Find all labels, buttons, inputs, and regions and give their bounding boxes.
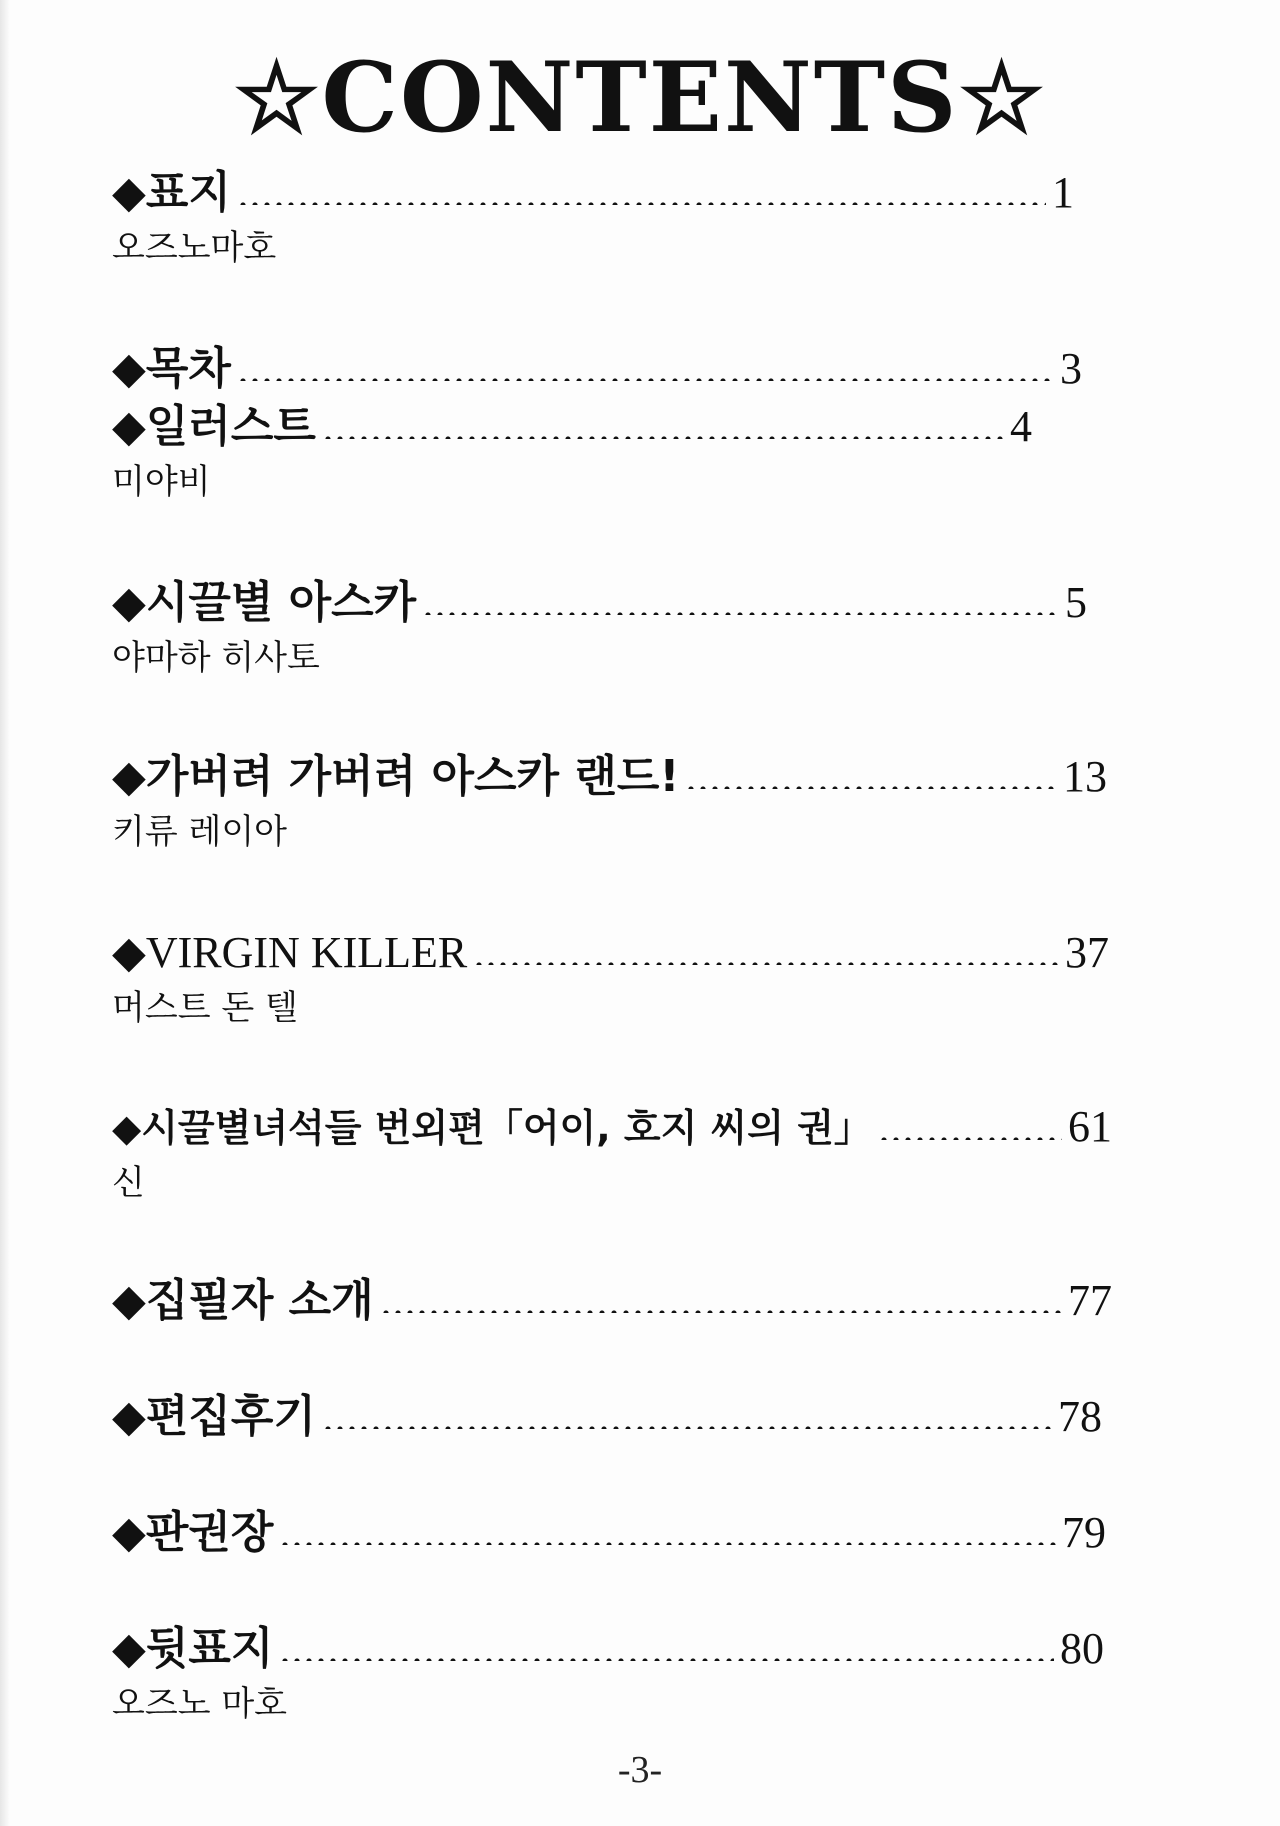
toc-entry-line (112, 748, 1107, 806)
toc-entry-line (112, 340, 1082, 398)
page-edge-shadow (0, 0, 10, 1826)
toc-entry-back-cover (112, 1620, 1104, 1728)
toc-entry-page: 61 (1068, 1102, 1112, 1151)
toc-entry-title: ◆뒷표지 (112, 1623, 274, 1674)
toc-entry-line (112, 1098, 1112, 1157)
toc-entry-illustration (112, 398, 1032, 506)
toc-entry-title: ◆목차 (112, 343, 231, 394)
toc-entry-author: 오즈노 마호 (112, 1684, 288, 1724)
dot-leader (422, 591, 1059, 615)
toc-entry-page: 80 (1060, 1624, 1104, 1673)
toc-entry-contents (112, 340, 1082, 398)
toc-entry-title: ◆편집후기 (112, 1391, 316, 1442)
dot-leader (685, 765, 1057, 789)
page-title: ☆CONTENTS☆ (233, 41, 1047, 154)
toc-entry-author: 미야비 (112, 462, 211, 502)
toc-entry-title: ◆시끌별녀석들 번외편「어이, 호지 씨의 권」 (112, 1106, 872, 1150)
toc-entry-contributors (112, 1272, 1112, 1330)
toc-entry-title: ◆일러스트 (112, 401, 316, 452)
toc-entry-page: 79 (1062, 1508, 1106, 1557)
toc-entry-page: 5 (1065, 578, 1087, 627)
toc-entry-title: ◆VIRGIN KILLER (112, 928, 468, 977)
toc-entry-line (112, 1272, 1112, 1330)
toc-entry-page: 3 (1060, 344, 1082, 393)
toc-entry-page: 77 (1068, 1276, 1112, 1325)
toc-entry-story-4 (112, 1098, 1112, 1207)
toc-entry-colophon (112, 1504, 1106, 1562)
dot-leader (473, 941, 1059, 965)
dot-leader (279, 1637, 1054, 1661)
toc-entry-page: 37 (1065, 928, 1109, 977)
toc-entry-author: 신 (112, 1163, 145, 1203)
toc-entry-title: ◆표지 (112, 167, 231, 218)
toc-entry-line (112, 574, 1087, 632)
toc-entry-line (112, 398, 1032, 456)
toc-entry-title: ◆집필자 소개 (112, 1275, 374, 1326)
toc-entry-line (112, 924, 1109, 982)
dot-leader (878, 1116, 1062, 1140)
toc-entry-story-2 (112, 748, 1107, 856)
toc-entry-author: 키류 레이아 (112, 812, 288, 852)
toc-entry-story-1 (112, 574, 1087, 682)
toc-entry-author: 오즈노마호 (112, 228, 277, 268)
toc-entry-page: 1 (1052, 168, 1074, 217)
toc-entry-page: 13 (1063, 752, 1107, 801)
page-number: -3- (617, 1749, 663, 1791)
toc-entry-line (112, 1388, 1102, 1446)
toc-entry-page: 4 (1010, 402, 1032, 451)
dot-leader (322, 1405, 1052, 1429)
toc-entry-story-3 (112, 924, 1109, 1032)
toc-entry-line (112, 1620, 1104, 1678)
toc-entry-title: ◆판권장 (112, 1507, 274, 1558)
toc-entry-title: ◆시끌별 아스카 (112, 577, 417, 628)
toc-entry-author: 야마하 히사토 (112, 638, 320, 678)
toc-entry-author: 머스트 돈 텔 (112, 988, 298, 1028)
dot-leader (322, 415, 1004, 439)
toc-entry-page: 78 (1058, 1392, 1102, 1441)
toc-entry-line (112, 164, 1074, 222)
dot-leader (237, 357, 1054, 381)
toc-entry-afterword (112, 1388, 1102, 1446)
toc-entry-title: ◆가버려 가버려 아스카 랜드! (112, 751, 680, 802)
toc-entry-cover (112, 164, 1074, 272)
toc-entry-line (112, 1504, 1106, 1562)
dot-leader (279, 1521, 1056, 1545)
dot-leader (237, 181, 1046, 205)
dot-leader (380, 1289, 1062, 1313)
